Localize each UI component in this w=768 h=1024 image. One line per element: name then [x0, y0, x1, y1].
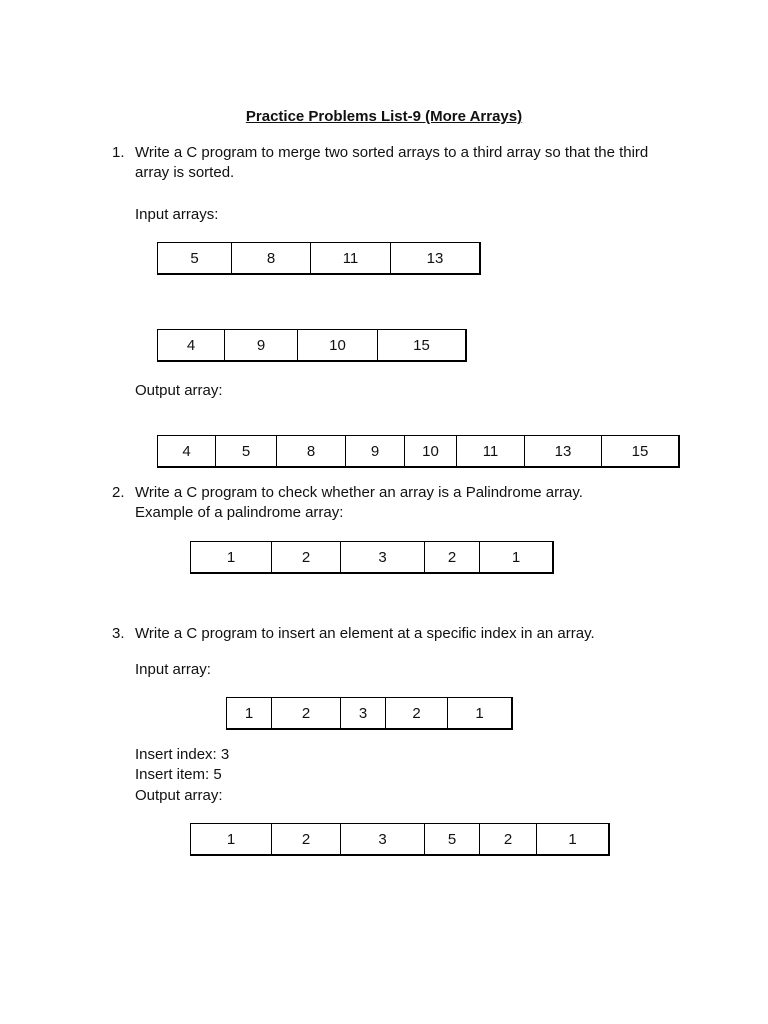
problem-2-palindrome-array [190, 541, 554, 574]
array-cell: 9 [224, 330, 297, 360]
array-cell: 2 [271, 542, 340, 572]
problem-3-input-label: Input array: [135, 661, 211, 678]
array-cell: 2 [271, 698, 340, 728]
array-cell: 11 [310, 243, 390, 273]
array-cell: 15 [377, 330, 465, 360]
array-cell: 3 [340, 698, 385, 728]
problem-3-output-label: Output array: [135, 787, 223, 804]
array-cell: 2 [271, 824, 340, 854]
array-cell: 2 [424, 542, 479, 572]
problem-1-input-label: Input arrays: [135, 206, 219, 223]
array-cell: 3 [340, 824, 424, 854]
array-cell: 2 [385, 698, 447, 728]
array-cell: 5 [190, 249, 199, 267]
problem-3-input-array [226, 697, 513, 730]
problem-2-statement-line-1: Write a C program to check whether an array is a Palindrome array. [135, 484, 583, 501]
array-cell: 1 [536, 824, 608, 854]
problem-3-insert-index: Insert index: 3 [135, 746, 230, 763]
problem-1-input-array-a [157, 242, 481, 275]
array-cell: 8 [276, 436, 345, 466]
problem-3-insert-item: Insert item: 5 [135, 766, 222, 783]
array-cell: 5 [215, 436, 276, 466]
array-cell: 3 [340, 542, 424, 572]
array-cell: 1 [226, 830, 236, 848]
problem-1-number: 1. [112, 144, 125, 161]
page-title: Practice Problems List-9 (More Arrays) [245, 108, 523, 125]
array-cell: 1 [447, 698, 511, 728]
array-cell: 1 [479, 542, 552, 572]
problem-1-input-array-b [157, 329, 467, 362]
problem-2-example-label: Example of a palindrome array: [135, 504, 344, 521]
array-cell: 13 [390, 243, 479, 273]
problem-1-output-array [157, 435, 680, 468]
array-cell: 4 [182, 442, 191, 460]
problem-2-number: 2. [112, 484, 125, 501]
problem-3-statement: Write a C program to insert an element at a specific index in an array. [135, 625, 595, 642]
problem-3-output-array [190, 823, 610, 856]
problem-1-output-label: Output array: [135, 382, 223, 399]
problem-1-statement-line-2: array is sorted. [135, 164, 235, 181]
array-cell: 4 [186, 336, 196, 354]
array-cell: 15 [601, 436, 678, 466]
array-cell: 2 [479, 824, 536, 854]
array-cell: 10 [404, 436, 456, 466]
array-cell: 13 [524, 436, 601, 466]
array-cell: 1 [226, 548, 236, 566]
array-cell: 9 [345, 436, 404, 466]
array-cell: 10 [297, 330, 377, 360]
array-cell: 8 [231, 243, 310, 273]
array-cell: 5 [424, 824, 479, 854]
array-cell: 1 [244, 704, 254, 722]
problem-3-number: 3. [112, 625, 125, 642]
problem-1-statement-line-1: Write a C program to merge two sorted arrays to a third array so that the third [135, 144, 649, 161]
array-cell: 11 [456, 436, 524, 466]
